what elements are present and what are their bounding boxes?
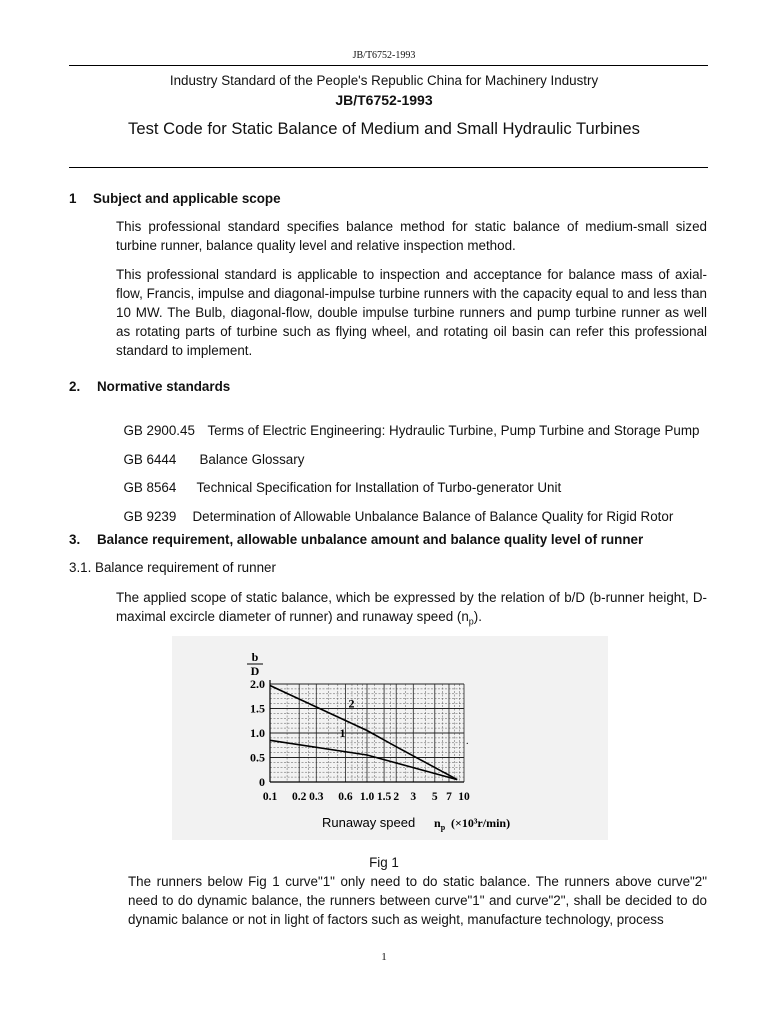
standard-code: JB/T6752-1993 xyxy=(335,92,433,108)
paragraph-text: The applied scope of static balance, which be expressed by the relation of b/D (b-runner height, D-maximal excircle diameter of runner) and runaway speed (n xyxy=(116,590,707,624)
chart-svg xyxy=(172,636,608,840)
subscript: p xyxy=(468,616,474,627)
x-label-units: (×10³r/min) xyxy=(451,816,511,830)
section-number: 1 xyxy=(69,191,77,206)
section-3-heading xyxy=(69,532,643,547)
standard-code: GB 8564 xyxy=(123,480,177,495)
x-tick-label: 0.6 xyxy=(338,791,353,803)
page-number: 1 xyxy=(381,951,387,963)
series-label-1: 1 xyxy=(339,726,346,740)
organization-line: Industry Standard of the People's Republic China for Machinery Industry xyxy=(169,73,599,88)
x-tick-label: 0.3 xyxy=(309,791,324,803)
standard-desc: Balance Glossary xyxy=(199,452,305,467)
running-header: JB/T6752-1993 xyxy=(352,50,416,61)
standard-reference xyxy=(116,494,673,524)
section-number: 3. xyxy=(69,532,81,547)
standard-desc: Determination of Allowable Unbalance Balance of Balance Quality for Rigid Rotor xyxy=(192,509,674,524)
figure-caption: Fig 1 xyxy=(369,855,399,870)
y-tick-label: 2.0 xyxy=(250,677,265,691)
paragraph xyxy=(116,588,707,632)
section-2-heading xyxy=(69,379,230,394)
y-tick-label: 0 xyxy=(259,775,265,789)
y-tick-label: 0.5 xyxy=(250,750,265,765)
x-label-symbol: $n_p$ xyxy=(434,816,446,832)
y-label-denominator: D xyxy=(250,664,260,678)
series-label-2: 2 xyxy=(348,696,355,711)
x-label-text: Runaway speed xyxy=(322,815,416,830)
paragraph: The runners below Fig 1 curve"1" only need to do static balance. The runners above curve"2" need to do dynamic balance, the runners between curve"1" and curve"2", shall be decided to do dynamic balance or not in light of factors such as weight, manufacture technology, process xyxy=(128,874,707,927)
section-1-heading xyxy=(69,191,281,206)
standard-code: GB 9239 xyxy=(123,509,177,524)
x-tick-label: 3 xyxy=(410,791,417,803)
title-rule xyxy=(69,167,708,168)
x-tick-label: 0.1 xyxy=(262,791,278,803)
standard-reference xyxy=(116,465,561,495)
standard-code: GB 2900.45 xyxy=(123,423,195,438)
x-tick-label: 10 xyxy=(458,791,470,803)
section-number: 2. xyxy=(69,379,81,394)
standard-reference xyxy=(116,437,304,467)
standard-code: GB 6444 xyxy=(123,452,177,467)
axis-end-mark: . xyxy=(466,736,469,747)
subsection-heading: 3.1. Balance requirement of runner xyxy=(69,560,276,575)
x-tick-label: 2 xyxy=(393,791,400,803)
paragraph: This professional standard is applicable to inspection and acceptance for balance mass of axial-flow, Francis, impulse and diagonal-impulse turbine runners with the capacity equal to and less than 10 MW. The Bulb, diagonal-flow, double impulse turbine runners and pump turbine runner as well as rotating parts of turbine such as flying wheel, and rotating oil basin can refer this professional standard to implement. xyxy=(116,267,707,358)
y-tick-label: 1.0 xyxy=(250,726,265,740)
figure-1-chart xyxy=(172,636,608,840)
paragraph: This professional standard specifies balance method for static balance of medium-small sized turbine runner, balance quality level and relative inspection method. xyxy=(116,219,707,253)
x-tick-label: 1.5 xyxy=(376,791,392,803)
standard-desc: Technical Specification for Installation of Turbo-generator Unit xyxy=(196,480,562,495)
x-tick-label: 7 xyxy=(446,791,452,803)
series-line-1 xyxy=(270,740,457,779)
section-title: Normative standards xyxy=(97,379,231,394)
y-tick-label: 1.5 xyxy=(250,701,265,716)
header-rule xyxy=(69,65,708,66)
section-title: Subject and applicable scope xyxy=(93,191,281,206)
standard-reference xyxy=(116,408,699,438)
x-tick-label: 0.2 xyxy=(292,791,307,803)
section-title: Balance requirement, allowable unbalance amount and balance quality level of runner xyxy=(97,532,644,547)
document-title: Test Code for Static Balance of Medium and Small Hydraulic Turbines xyxy=(128,119,640,138)
x-tick-label: 5 xyxy=(431,791,438,803)
x-tick-label: 1.0 xyxy=(359,791,375,803)
standard-desc: Terms of Electric Engineering: Hydraulic Turbine, Pump Turbine and Storage Pump xyxy=(207,423,700,438)
paragraph-text: ). xyxy=(473,609,482,624)
y-label-numerator: b xyxy=(251,650,259,664)
